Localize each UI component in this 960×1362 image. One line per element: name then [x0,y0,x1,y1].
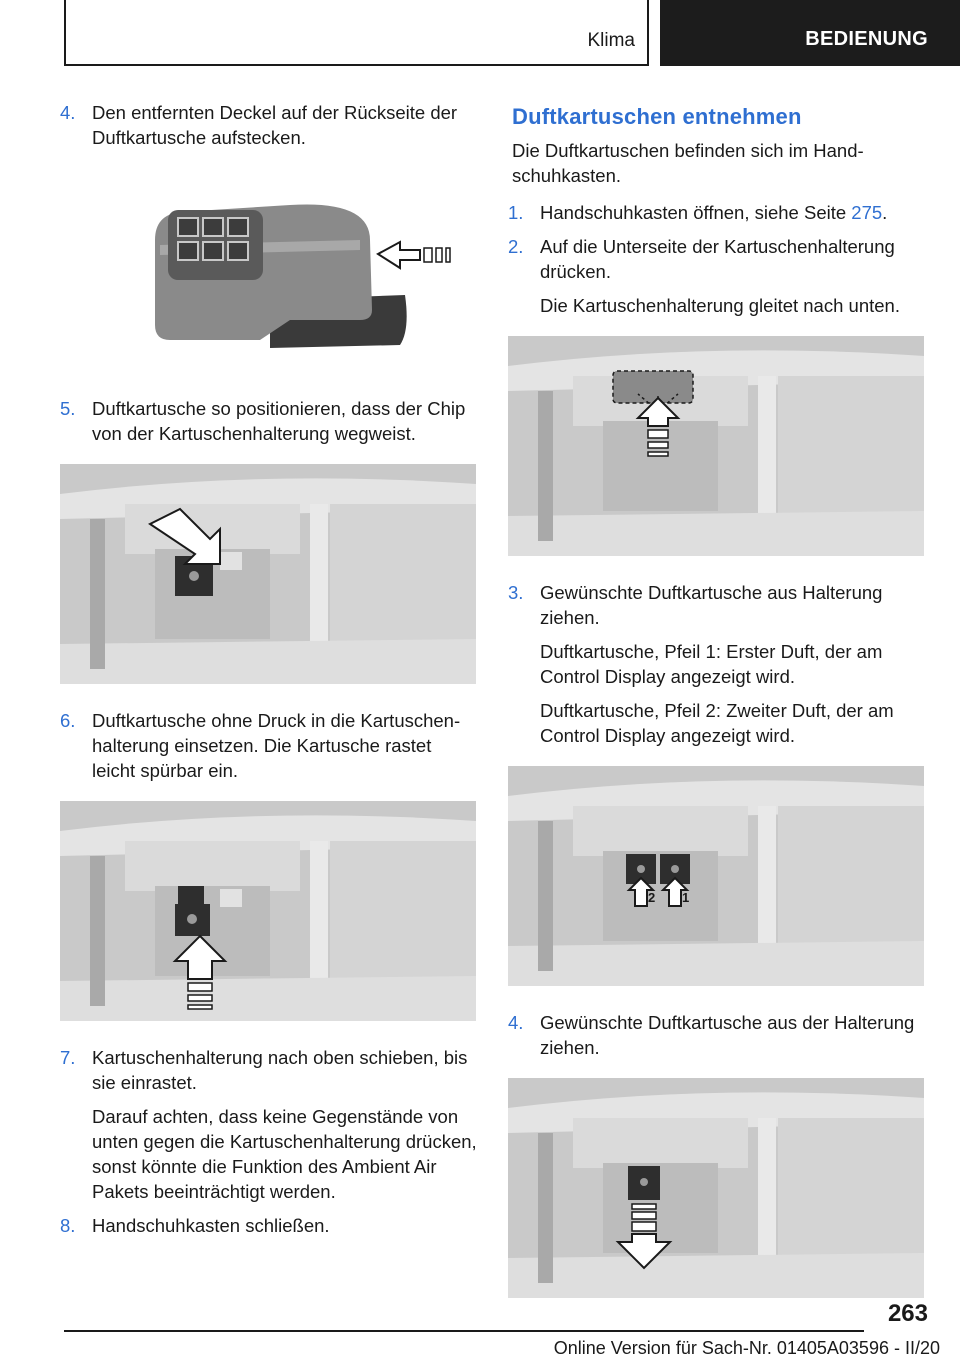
glovebox-arrows-illustration [508,766,924,986]
figure-position-cartridge [60,464,476,684]
step-4-right [508,1010,926,1060]
glovebox-position-illustration [60,464,476,684]
step-4-left [60,100,478,150]
step-text: Auf die Unterseite der Kartuschenhalterung drücken. [540,236,895,282]
step-number: 4. [508,1012,524,1033]
step-text-after: . [882,202,888,223]
header-chapter: Klima [587,30,635,51]
footer-rule [64,1330,864,1332]
step-number: 2. [508,236,524,257]
left-column [60,100,478,1247]
step-text: Gewünschte Duftkartusche aus Halterung ziehen. [540,582,883,628]
step-5-left [60,396,478,446]
glovebox-insert-illustration [60,801,476,1021]
step-number: 8. [60,1215,76,1236]
footer-online-version: Online Version für Sach-Nr. 01405A03596 - II/20 [553,1338,940,1358]
step-6-left [60,708,478,783]
figure-pull-cartridge [508,1078,924,1298]
step-note: Die Kartuschenhalterung gleitet nach unten. [540,295,900,316]
step-number: 7. [60,1047,76,1068]
step-text: Handschuhkasten schließen. [92,1215,330,1236]
step-number: 4. [60,102,76,123]
header-section: BEDIENUNG [805,28,928,50]
arrow-label-1: 1 [682,890,690,905]
step-2-right [508,234,926,318]
cartridge-lid-illustration [60,170,476,360]
step-8-left [60,1213,478,1238]
step-note: Darauf achten, dass keine Gegenstände von unten gegen die Kartuschenhalterung drücken, sonst könnte die Funktion des Ambient Air Pakets beeinträchtigt werden. [92,1106,477,1202]
figure-cartridge-lid [60,170,476,360]
right-column [508,100,926,1322]
section-title: Duftkartuschen entnehmen [512,104,802,129]
step-note: Duftkartusche, Pfeil 1: Erster Duft, der am Control Display angezeigt wird. [540,641,883,687]
section-intro: Die Duftkartuschen befinden sich im Handschuhkasten. [512,140,864,186]
figure-insert-cartridge [60,801,476,1021]
step-text: Duftkartusche so positionieren, dass der Chip von der Kartuschenhalterung wegweist. [92,398,466,444]
page-number: 263 [887,1300,928,1327]
step-number: 5. [60,398,76,419]
step-number: 6. [60,710,76,731]
glovebox-press-illustration [508,336,924,556]
step-text: Gewünschte Duftkartusche aus der Halterung ziehen. [540,1012,915,1058]
step-number: 3. [508,582,524,603]
arrow-label-2: 2 [648,890,656,905]
step-text [540,200,926,225]
step-text: Kartuschenhalterung nach oben schieben, bis sie einrastet. [92,1047,468,1093]
step-note-2: Duftkartusche, Pfeil 2: Zweiter Duft, der am Control Display angezeigt wird. [540,700,894,746]
header-bottom-rule [64,64,649,66]
header-divider [647,0,649,66]
step-3-right [508,580,926,748]
page-link[interactable]: 275 [851,202,883,223]
step-text-before: Handschuhkasten öffnen, siehe Seite [540,202,852,223]
step-1-right [508,200,926,225]
glovebox-pull-illustration [508,1078,924,1298]
step-text: Den entfernten Deckel auf der Rückseite der Duftkartusche aufstecken. [92,102,458,148]
header-left-rule [64,0,66,66]
step-7-left [60,1045,478,1204]
figure-press-holder [508,336,924,556]
step-text: Duftkartusche ohne Druck in die Kartuschenhalterung einsetzen. Die Kartusche rastet leicht spürbar ein. [92,710,461,781]
step-number: 1. [508,202,524,223]
figure-cartridge-arrows [508,766,924,986]
